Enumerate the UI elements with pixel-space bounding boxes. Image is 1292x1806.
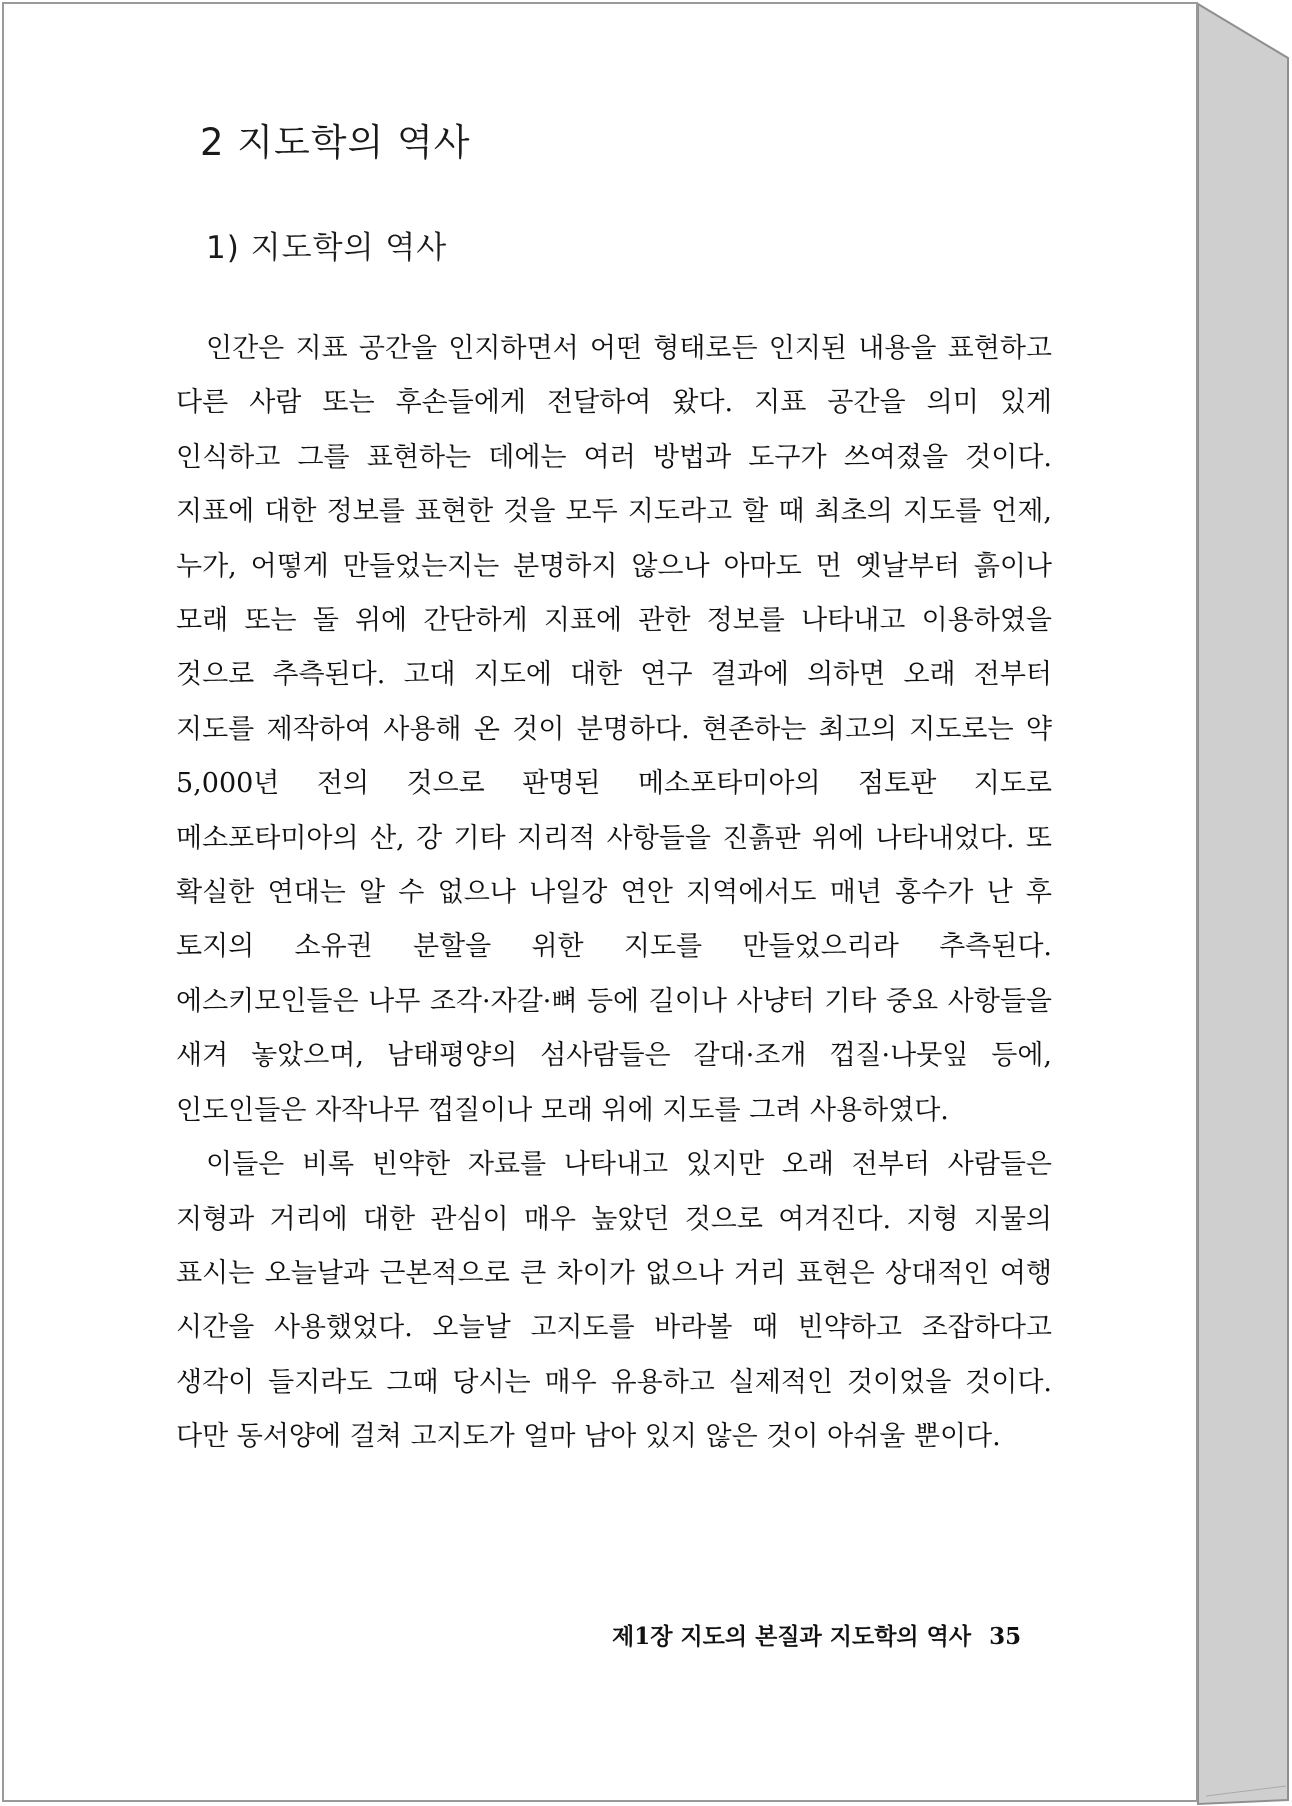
paragraph: 이들은 비록 빈약한 자료를 나타내고 있지만 오래 전부터 사람들은 지형과 거리에 대한 관심이 매우 높았던 것으로 여겨진다. 지형 지물의 표시는 오늘날과 근본적으로 큰 차이가 없으나 거리 표현은 상대적인 여행 시간을 사용했었다. 오늘날 고지도를 바라볼 때 빈약하고 조잡하다고 생각이 들지라도 그때 당시는 매우 유용하고 실제적인 것이었을 것이다. 다만 동서양에 걸쳐 고지도가 얼마 남아 있지 않은 것이 아쉬울 뿐이다. bbox=[176, 1149, 1052, 1453]
paragraph: 인간은 지표 공간을 인지하면서 어떤 형태로든 인지된 내용을 표현하고 다른 사람 또는 후손들에게 전달하여 왔다. 지표 공간을 의미 있게 인식하고 그를 표현하는 데에는 여러 방법과 도구가 쓰여졌을 것이다. 지표에 대한 정보를 표현한 것을 모두 지도라고 할 때 최초의 지도를 언제, 누가, 어떻게 만들었는지는 분명하지 않으나 아마도 먼 옛날부터 흙이나 모래 또는 돌 위에 간단하게 지표에 관한 정보를 나타내고 이용하였을 것으로 추측된다. 고대 지도에 대한 연구 결과에 의하면 오래 전부터 지도를 제작하여 사용해 온 것이 분명하다. 현존하는 최고의 지도로는 약 5,000년 전의 것으로 판명된 메소포타미아의 점토판 지도로 메소포타미아의 산, 강 기타 지리적 사항들을 진흙판 위에 나타내었다. 또 확실한 연대는 알 수 없으나 나일강 연안 지역에서도 매년 홍수가 난 후 토지의 소유권 분할을 위한 지도를 만들었으리라 추측된다. 에스키모인들은 나무 조각·자갈·뼈 등에 길이나 사냥터 기타 중요 사항들을 새겨 놓았으며, 남태평양의 섬사람들은 갈대·조개 껍질·나뭇잎 등에, 인도인들은 자작나무 껍질이나 모래 위에 지도를 그려 사용하였다. bbox=[176, 333, 1052, 1126]
page-number: 35 bbox=[989, 1623, 1022, 1650]
subsection-title: 1) 지도학의 역사 bbox=[206, 230, 448, 266]
chapter-running-title: 제1장 지도의 본질과 지도학의 역사 bbox=[612, 1623, 972, 1650]
page-footer bbox=[612, 1618, 1021, 1651]
section-title: 2 지도학의 역사 bbox=[200, 121, 471, 164]
body-text bbox=[176, 322, 1052, 1465]
